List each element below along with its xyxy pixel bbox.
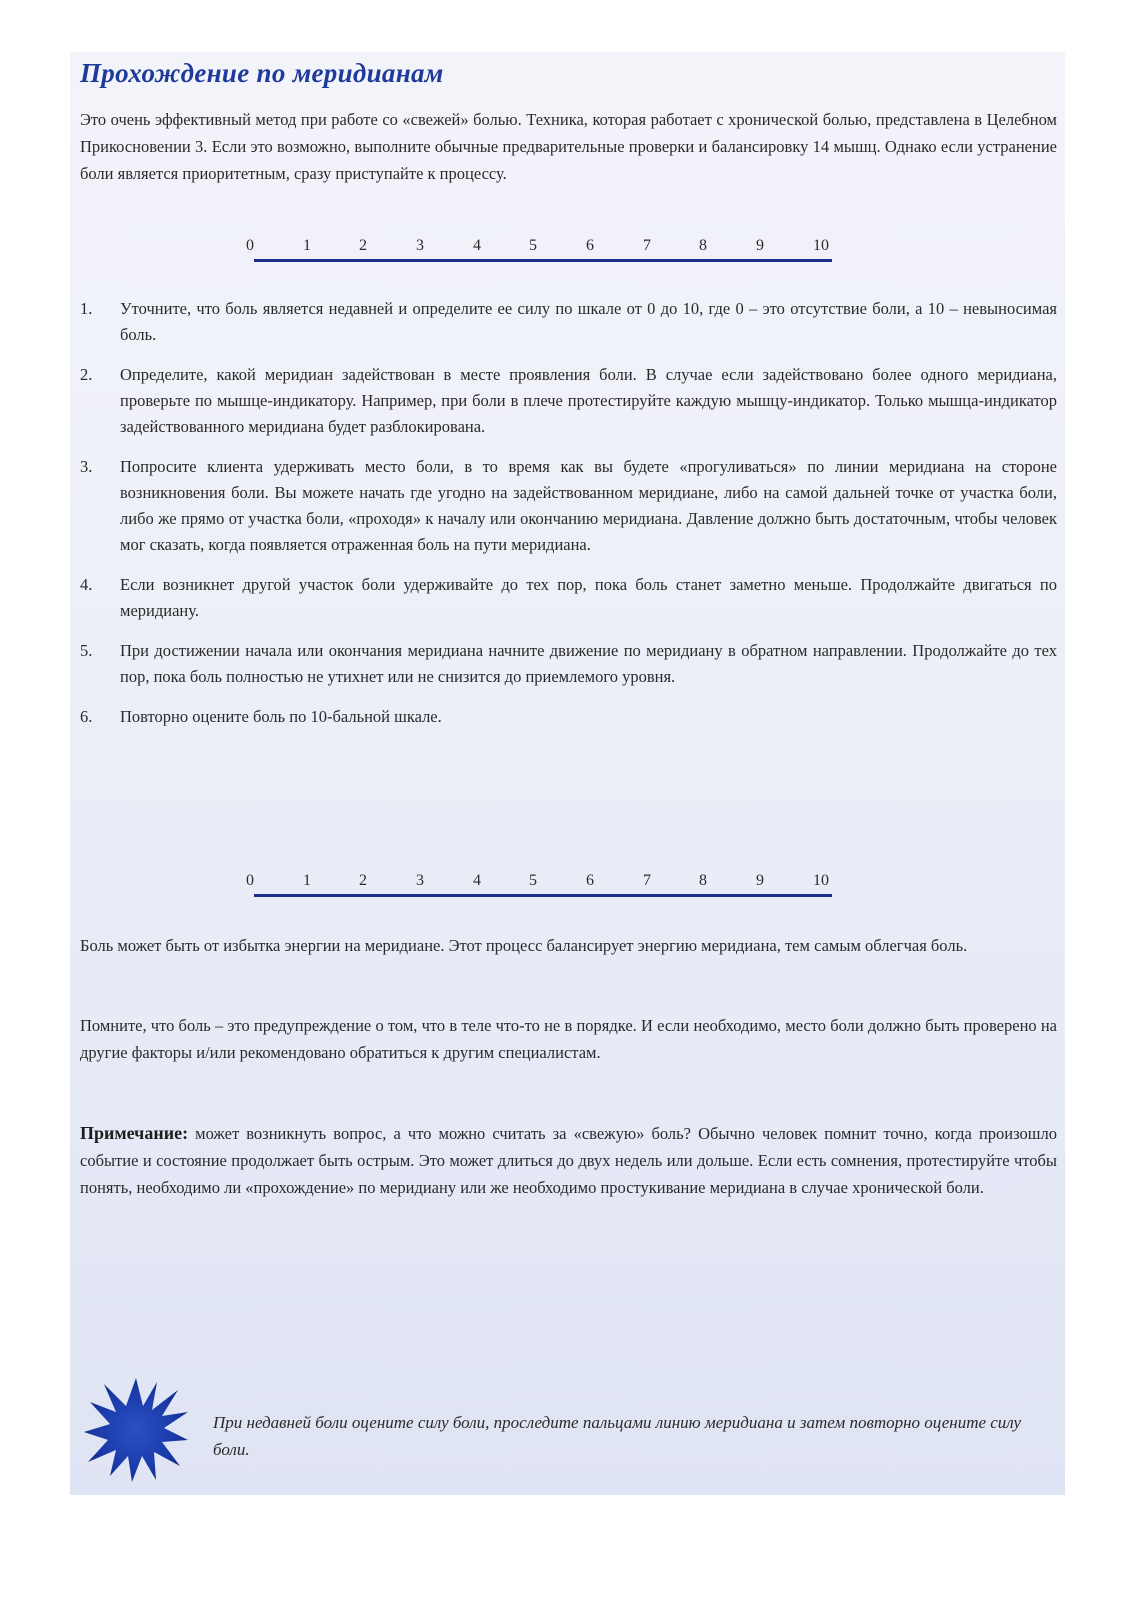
step-number: 5. bbox=[80, 641, 93, 660]
list-item bbox=[80, 572, 1057, 624]
pain-scale-bottom bbox=[246, 872, 838, 906]
intro-paragraph: Это очень эффективный метод при работе со «свежей» болью. Техника, которая работает с хронической болью, представлена в Целебном Прикосновении 3. Если это возможно, выполните обычные предварительные проверки и балансировку 14 мышц. Однако если устранение боли является приоритетным, сразу приступайте к процессу. bbox=[80, 110, 1057, 183]
step-number: 1. bbox=[80, 299, 93, 318]
scale-number: 4 bbox=[473, 872, 481, 889]
note-paragraph bbox=[80, 1120, 1057, 1201]
list-item bbox=[80, 638, 1057, 690]
energy-paragraph: Боль может быть от избытка энергии на меридиане. Этот процесс балансирует энергию меридиана, тем самым облегчая боль. bbox=[80, 936, 968, 955]
list-item bbox=[80, 362, 1057, 440]
scale-number: 0 bbox=[246, 872, 254, 889]
note-text: может возникнуть вопрос, а что можно считать за «свежую» боль? Обычно человек помнит точно, когда произошло событие и состояние продолжает быть острым. Это может длиться до двух недель или дольше. Если есть сомнения, протестируйте чтобы понять, необходимо ли «прохождение» по меридиану или же необходимо простукивание меридиана в случае хронической боли. bbox=[80, 1124, 1057, 1197]
scale-number: 9 bbox=[756, 237, 764, 254]
steps-list bbox=[80, 296, 1057, 744]
pain-scale-numbers bbox=[246, 872, 838, 896]
step-text: Повторно оцените боль по 10-бальной шкале. bbox=[120, 707, 442, 726]
list-item bbox=[80, 454, 1057, 558]
blue-starburst-icon bbox=[82, 1376, 190, 1484]
scale-number: 3 bbox=[416, 872, 424, 889]
scale-number: 1 bbox=[303, 237, 311, 254]
scale-number: 10 bbox=[813, 237, 829, 254]
pain-scale-line bbox=[254, 259, 832, 262]
list-item bbox=[80, 296, 1057, 348]
scale-number: 6 bbox=[586, 872, 594, 889]
warning-paragraph: Помните, что боль – это предупреждение о том, что в теле что-то не в порядке. И если необходимо, место боли должно быть проверено на другие факторы и/или рекомендовано обратиться к другим специалистам. bbox=[80, 1016, 1057, 1062]
scale-number: 8 bbox=[699, 237, 707, 254]
note-label: Примечание: bbox=[80, 1123, 189, 1143]
scale-number: 1 bbox=[303, 872, 311, 889]
scale-number: 9 bbox=[756, 872, 764, 889]
scale-number: 10 bbox=[813, 872, 829, 889]
list-item bbox=[80, 704, 1057, 730]
step-text: При достижении начала или окончания меридиана начните движение по меридиану в обратном направлении. Продолжайте до тех пор, пока боль полностью не утихнет или не снизится до приемлемого уровня. bbox=[120, 641, 1057, 686]
scale-number: 2 bbox=[359, 872, 367, 889]
step-text: Уточните, что боль является недавней и определите ее силу по шкале от 0 до 10, где 0 – это отсутствие боли, а 10 – невыносимая боль. bbox=[120, 299, 1057, 344]
scale-number: 5 bbox=[529, 872, 537, 889]
scale-number: 2 bbox=[359, 237, 367, 254]
pain-scale-line bbox=[254, 894, 832, 897]
step-number: 6. bbox=[80, 707, 93, 726]
scale-number: 5 bbox=[529, 237, 537, 254]
step-number: 4. bbox=[80, 575, 93, 594]
step-number: 3. bbox=[80, 457, 93, 476]
scale-number: 7 bbox=[643, 872, 651, 889]
scale-number: 7 bbox=[643, 237, 651, 254]
scale-number: 4 bbox=[473, 237, 481, 254]
page-title: Прохождение по меридианам bbox=[80, 58, 444, 88]
step-text: Определите, какой меридиан задействован в месте проявления боли. В случае если задействовано более одного меридиана, проверьте по мышце-индикатору. Например, при боли в плече протестируйте каждую мышцу-индикатор. Только мышца-индикатор задействованного меридиана будет разблокирована. bbox=[120, 365, 1057, 436]
step-text: Попросите клиента удерживать место боли, в то время как вы будете «прогуливаться» по линии меридиана на стороне возникновения боли. Вы можете начать где угодно на задействованном меридиане, либо на самой дальней точке от участка боли, либо же прямо от участка боли, «проходя» к началу или окончанию меридиана. Давление должно быть достаточным, чтобы человек мог сказать, когда появляется отраженная боль на пути меридиана. bbox=[120, 457, 1057, 554]
tip-text: При недавней боли оцените силу боли, проследите пальцами линию меридиана и затем повторно оцените силу боли. bbox=[213, 1413, 1022, 1459]
scale-number: 3 bbox=[416, 237, 424, 254]
scale-number: 0 bbox=[246, 237, 254, 254]
pain-scale-top bbox=[246, 237, 838, 271]
step-text: Если возникнет другой участок боли удерживайте до тех пор, пока боль станет заметно меньше. Продолжайте двигаться по меридиану. bbox=[120, 575, 1057, 620]
scale-number: 8 bbox=[699, 872, 707, 889]
scale-number: 6 bbox=[586, 237, 594, 254]
pain-scale-numbers bbox=[246, 237, 838, 261]
step-number: 2. bbox=[80, 365, 93, 384]
